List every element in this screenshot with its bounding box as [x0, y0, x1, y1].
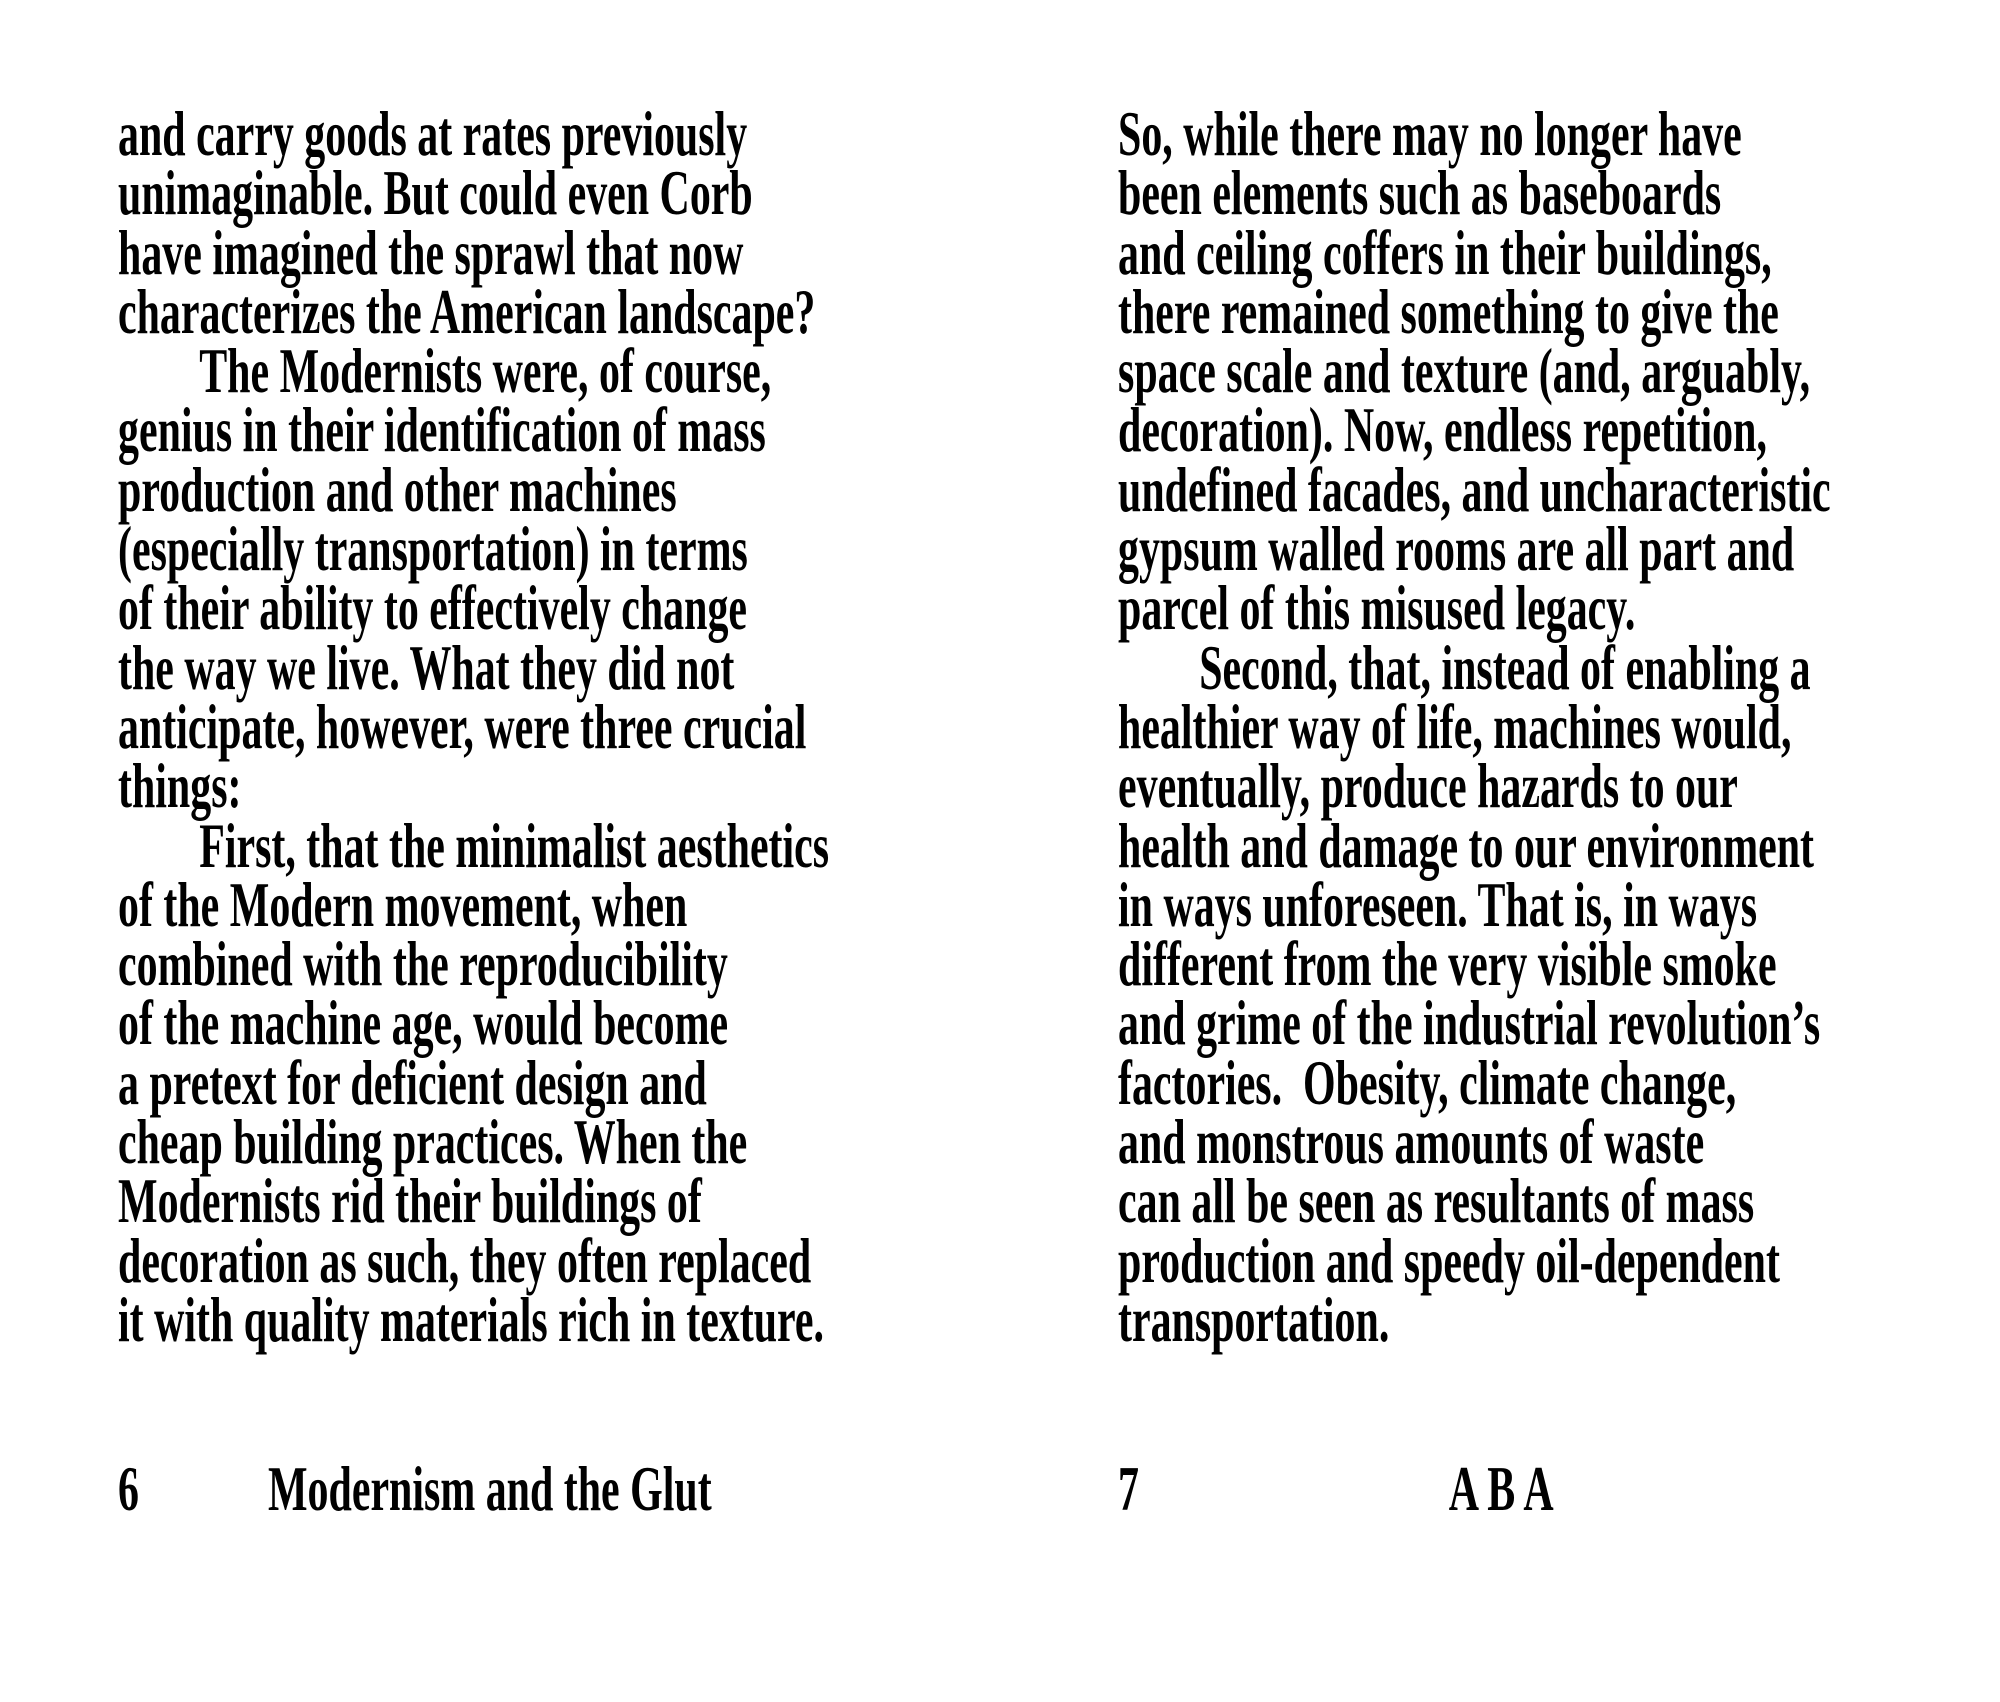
text-line: and grime of the industrial revolution’s: [1118, 987, 1821, 1059]
text-column-right: [1118, 98, 1917, 1355]
running-title: Modernism and the Glut: [267, 1453, 712, 1525]
page-footer-left: [118, 1453, 917, 1525]
text-line: decoration as such, they often replaced: [118, 1224, 812, 1296]
text-line: gypsum walled rooms are all part and: [1118, 513, 1795, 585]
text-line: things:: [118, 750, 242, 822]
text-line: different from the very visible smoke: [1118, 928, 1777, 1000]
text-line: factories. Obesity, climate change,: [1118, 1046, 1737, 1118]
text-line: health and damage to our environment: [1118, 809, 1814, 881]
text-line: transportation.: [1118, 1283, 1390, 1355]
text-line: healthier way of life, machines would,: [1118, 690, 1792, 762]
text-line: have imagined the sprawl that now: [118, 216, 744, 288]
text-line: of their ability to effectively change: [118, 572, 748, 644]
text-line: parcel of this misused legacy.: [1118, 572, 1636, 644]
text-line: production and speedy oil-dependent: [1118, 1224, 1780, 1296]
text-line: The Modernists were, of course,: [199, 335, 772, 407]
text-column-left: [118, 98, 917, 1355]
text-line: it with quality materials rich in texture.: [118, 1283, 824, 1355]
text-line: of the Modern movement, when: [118, 868, 688, 940]
text-line: undefined facades, and uncharacteristic: [1118, 453, 1831, 525]
text-line: characterizes the American landscape?: [118, 275, 816, 347]
text-line: anticipate, however, were three crucial: [118, 690, 807, 762]
running-title: A B A: [1448, 1453, 1554, 1525]
text-line: combined with the reproducibility: [118, 928, 728, 1000]
text-line: unimaginable. But could even Corb: [118, 157, 753, 229]
page-number: 7: [1118, 1453, 1139, 1525]
page-number: 6: [118, 1453, 139, 1525]
text-line: First, that the minimalist aesthetics: [199, 809, 830, 881]
text-line: (especially transportation) in terms: [118, 513, 748, 585]
text-line: and monstrous amounts of waste: [1118, 1106, 1705, 1178]
page-right: [1118, 98, 1917, 1525]
text-line: of the machine age, would become: [118, 987, 729, 1059]
page-footer-right: [1118, 1453, 1917, 1525]
text-line: been elements such as baseboards: [1118, 157, 1722, 229]
text-line: space scale and texture (and, arguably,: [1118, 335, 1811, 407]
page-left: [118, 98, 917, 1525]
text-line: production and other machines: [118, 453, 677, 525]
text-line: a pretext for deficient design and: [118, 1046, 707, 1118]
text-line: eventually, produce hazards to our: [1118, 750, 1738, 822]
text-line: cheap building practices. When the: [118, 1106, 748, 1178]
text-line: and carry goods at rates previously: [118, 98, 748, 169]
text-line: can all be seen as resultants of mass: [1118, 1165, 1755, 1237]
text-line: So, while there may no longer have: [1118, 98, 1742, 169]
text-line: and ceiling coffers in their buildings,: [1118, 216, 1772, 288]
text-line: genius in their identification of mass: [118, 394, 766, 466]
text-line: there remained something to give the: [1118, 275, 1779, 347]
text-line: Modernists rid their buildings of: [118, 1165, 702, 1237]
text-line: Second, that, instead of enabling a: [1199, 631, 1811, 703]
text-line: decoration). Now, endless repetition,: [1118, 394, 1767, 466]
text-line: the way we live. What they did not: [118, 631, 735, 703]
text-line: in ways unforeseen. That is, in ways: [1118, 868, 1758, 940]
